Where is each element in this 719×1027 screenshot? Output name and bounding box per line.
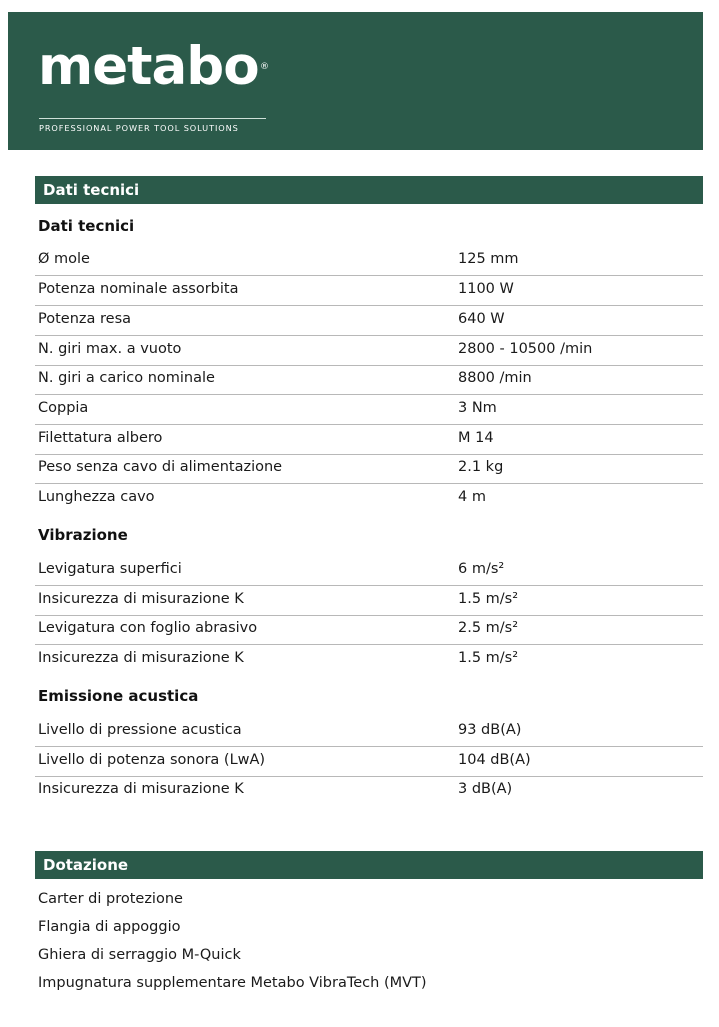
spec-label: N. giri a carico nominale <box>38 370 215 386</box>
spec-row <box>35 777 703 806</box>
spec-value: 6 m/s² <box>458 561 505 577</box>
spec-row <box>35 587 703 616</box>
spec-label: Ø mole <box>38 251 90 267</box>
spec-value: 640 W <box>458 311 505 327</box>
spec-value: 2.5 m/s² <box>458 620 519 636</box>
spec-label: Levigatura superfici <box>38 561 182 577</box>
group-heading-vibrazione: Vibrazione <box>38 526 128 544</box>
spec-row <box>35 718 703 747</box>
spec-label: Peso senza cavo di alimentazione <box>38 459 283 475</box>
spec-value: 8800 /min <box>458 370 532 386</box>
spec-label: Insicurezza di misurazione K <box>38 591 244 607</box>
spec-value: 2800 - 10500 /min <box>458 341 593 357</box>
spec-row <box>35 396 703 425</box>
spec-row <box>35 277 703 306</box>
spec-value: 1.5 m/s² <box>458 591 519 607</box>
spec-value: 3 dB(A) <box>458 781 513 797</box>
spec-label: Livello di pressione acustica <box>38 722 242 738</box>
spec-row <box>35 337 703 366</box>
spec-label: Livello di potenza sonora (LwA) <box>38 752 266 768</box>
spec-label: Lunghezza cavo <box>38 489 155 505</box>
spec-value: 1.5 m/s² <box>458 650 519 666</box>
brand-banner <box>8 12 703 150</box>
spec-row <box>35 616 703 645</box>
group-heading-dati-tecnici: Dati tecnici <box>38 217 135 235</box>
spec-row <box>35 646 703 675</box>
brand-logo: metabo <box>38 36 259 97</box>
spec-value: M 14 <box>458 430 494 446</box>
spec-row <box>35 366 703 395</box>
spec-value: 2.1 kg <box>458 459 504 475</box>
spec-value: 1100 W <box>458 281 514 297</box>
spec-label: Insicurezza di misurazione K <box>38 650 244 666</box>
spec-row <box>35 426 703 455</box>
spec-label: Insicurezza di misurazione K <box>38 781 244 797</box>
equipment-item: Carter di protezione <box>38 891 183 907</box>
spec-label: Levigatura con foglio abrasivo <box>38 620 258 636</box>
spec-value: 104 dB(A) <box>458 752 531 768</box>
section-title-equipment: Dotazione <box>35 851 703 879</box>
equipment-item: Flangia di appoggio <box>38 919 181 935</box>
spec-label: Potenza nominale assorbita <box>38 281 239 297</box>
spec-row <box>35 748 703 777</box>
spec-value: 125 mm <box>458 251 519 267</box>
spec-label: Potenza resa <box>38 311 132 327</box>
section-title-tech: Dati tecnici <box>35 176 703 204</box>
spec-value: 3 Nm <box>458 400 497 416</box>
equipment-item: Impugnatura supplementare Metabo VibraTech (MVT) <box>38 975 427 991</box>
registered-mark: ® <box>260 62 269 72</box>
spec-row <box>35 247 703 276</box>
spec-row <box>35 485 703 514</box>
brand-tagline: PROFESSIONAL POWER TOOL SOLUTIONS <box>39 123 239 133</box>
spec-row <box>35 557 703 586</box>
spec-label: Coppia <box>38 400 89 416</box>
spec-label: N. giri max. a vuoto <box>38 341 182 357</box>
spec-label: Filettatura albero <box>38 430 163 446</box>
spec-value: 4 m <box>458 489 486 505</box>
spec-value: 93 dB(A) <box>458 722 522 738</box>
spec-row <box>35 307 703 336</box>
logo-divider <box>39 118 266 119</box>
group-heading-emissione-acustica: Emissione acustica <box>38 687 199 705</box>
spec-row <box>35 455 703 484</box>
equipment-item: Ghiera di serraggio M-Quick <box>38 947 241 963</box>
